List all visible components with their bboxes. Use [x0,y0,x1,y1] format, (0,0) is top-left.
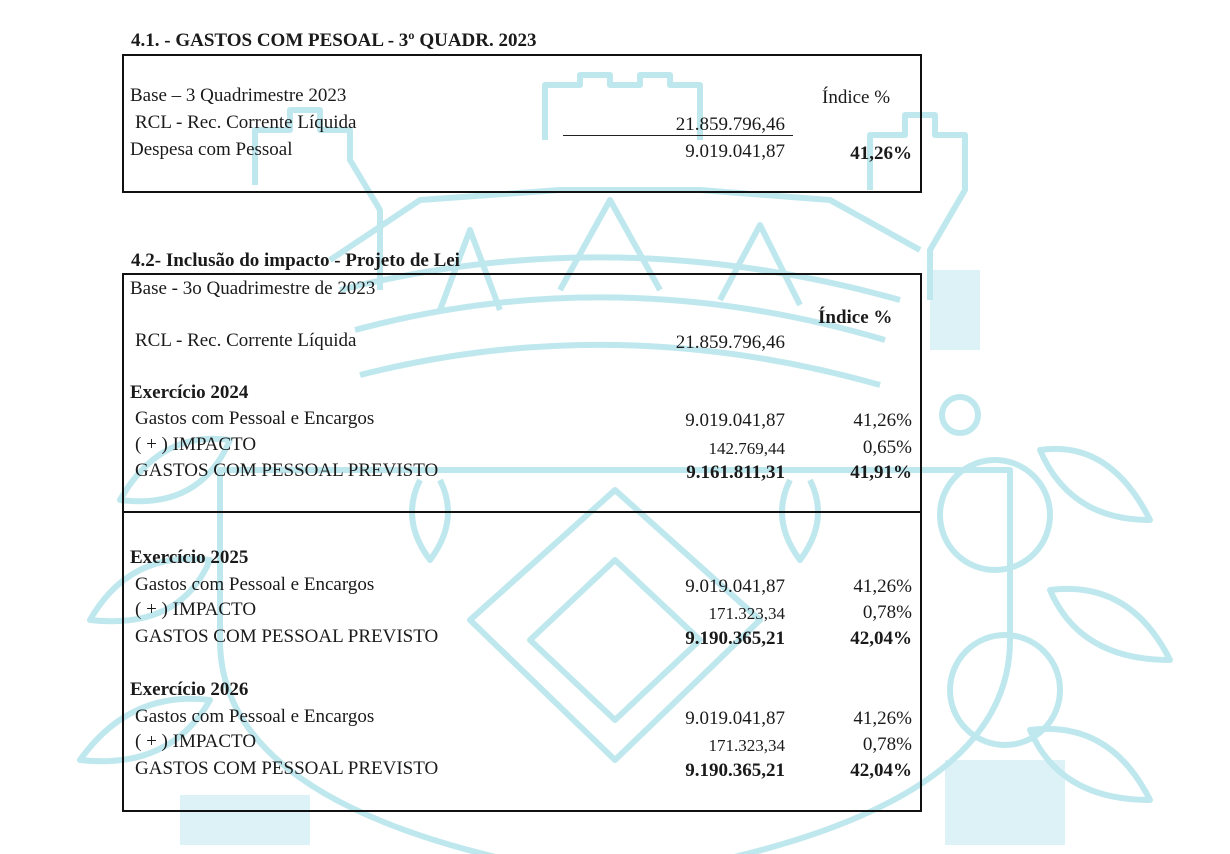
previsto-pct-2024: 41,91% [850,462,912,483]
previsto-value-2024: 9.161.811,31 [686,462,785,483]
gastos-label-2026: Gastos com Pessoal e Encargos [135,706,375,727]
previsto-label-2026: GASTOS COM PESSOAL PREVISTO [135,758,439,779]
impacto-value-2024: 142.769,44 [708,439,785,458]
gastos-pct-2026: 41,26% [853,708,912,729]
gastos-label-2024: Gastos com Pessoal e Encargos [135,408,375,429]
section-heading-4-2: 4.2- Inclusão do impacto - Projeto de Lei [131,250,460,271]
rcl-underline [563,135,793,136]
gastos-pct-2025: 41,26% [853,576,912,597]
impacto-label-2026: ( + ) IMPACTO [135,731,257,752]
impacto-pct-2026: 0,78% [862,734,912,755]
previsto-value-2026: 9.190.365,21 [685,760,785,781]
gastos-value-2024: 9.019.041,87 [685,410,785,431]
base-label: Base – 3 Quadrimestre 2023 [130,85,347,106]
despesa-label: Despesa com Pessoal [130,139,293,160]
year-title-2026: Exercício 2026 [130,679,249,700]
previsto-pct-2025: 42,04% [850,628,912,649]
gastos-pct-2024: 41,26% [853,410,912,431]
impacto-value-2025: 171.323,34 [708,604,785,623]
gastos-value-2025: 9.019.041,87 [685,576,785,597]
rcl-label-2: RCL - Rec. Corrente Líquida [135,330,357,351]
indice-header-2: Índice % [818,307,893,328]
impacto-label-2025: ( + ) IMPACTO [135,599,257,620]
indice-header: Índice % [822,87,891,108]
impacto-value-2026: 171.323,34 [708,736,785,755]
previsto-label-2025: GASTOS COM PESSOAL PREVISTO [135,626,439,647]
year-title-2025: Exercício 2025 [130,547,249,568]
gastos-value-2026: 9.019.041,87 [685,708,785,729]
base-label-2: Base - 3o Quadrimestre de 2023 [130,278,376,299]
rcl-value-2: 21.859.796,46 [675,332,785,353]
previsto-pct-2026: 42,04% [850,760,912,781]
impacto-pct-2025: 0,78% [862,602,912,623]
rcl-value: 21.859.796,46 [675,114,785,135]
year-title-2024: Exercício 2024 [130,382,249,403]
impacto-pct-2024: 0,65% [862,437,912,458]
previsto-label-2024: GASTOS COM PESSOAL PREVISTO [135,460,439,481]
previsto-value-2025: 9.190.365,21 [685,628,785,649]
section-heading-4-1: 4.1. - GASTOS COM PESOAL - 3º QUADR. 2023 [131,30,537,51]
rcl-label: RCL - Rec. Corrente Líquida [135,112,357,133]
impacto-label-2024: ( + ) IMPACTO [135,434,257,455]
despesa-pct: 41,26% [850,143,912,164]
section-4-2-divider [122,511,922,513]
despesa-value: 9.019.041,87 [685,141,785,162]
gastos-label-2025: Gastos com Pessoal e Encargos [135,574,375,595]
